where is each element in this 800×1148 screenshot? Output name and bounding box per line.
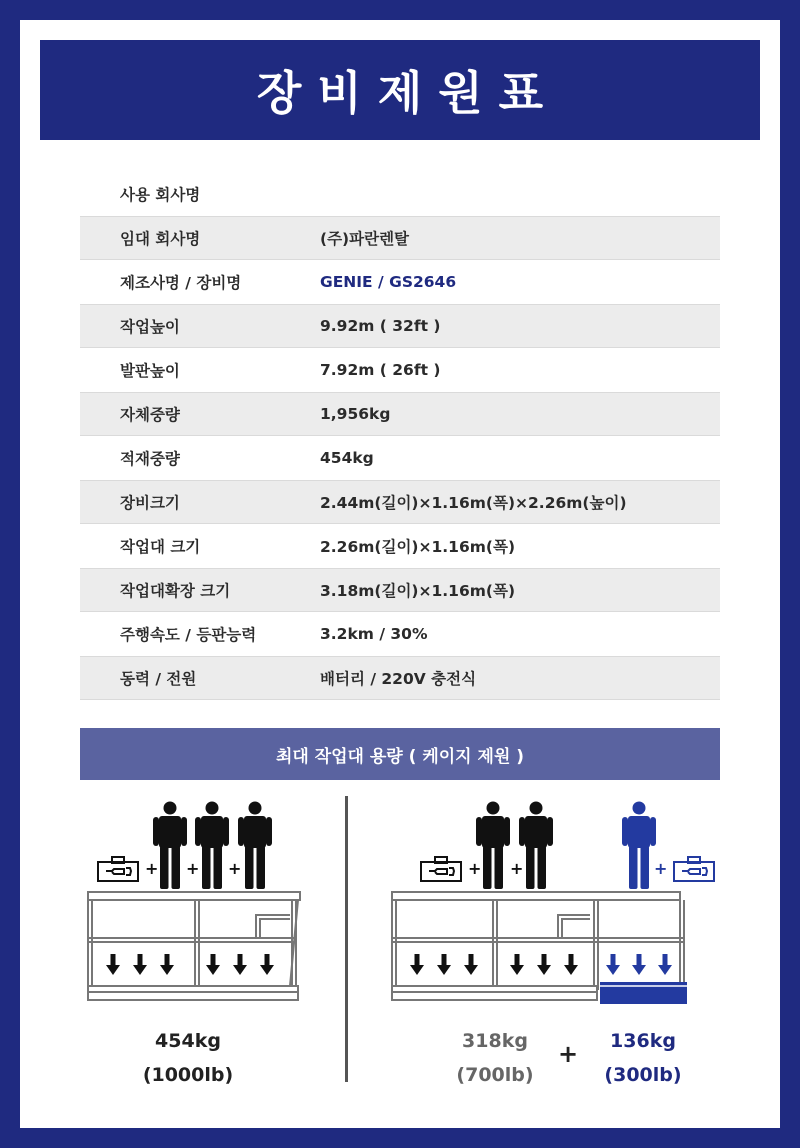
spec-value: 3.18m(길이)×1.16m(폭) xyxy=(320,582,516,600)
down-arrow-icon xyxy=(410,954,424,975)
page-card xyxy=(20,20,780,1128)
spec-label: 적재중량 xyxy=(120,450,180,468)
down-arrow-icon xyxy=(160,954,174,975)
spec-label: 작업대확장 크기 xyxy=(120,582,231,600)
spec-label: 발판높이 xyxy=(120,362,180,380)
left-workers xyxy=(153,802,272,890)
left-capacity-kg: 454kg xyxy=(155,1030,221,1052)
capacity-title: 최대 작업대 용량 ( 케이지 제원 ) xyxy=(275,746,525,767)
extension-capacity-kg: 136kg xyxy=(610,1030,676,1052)
plus-sign: + xyxy=(228,859,242,878)
spec-value: (주)파란렌탈 xyxy=(320,230,410,248)
plus-sign: + xyxy=(186,859,200,878)
down-arrow-icon xyxy=(658,954,672,975)
main-capacity-kg: 318kg xyxy=(462,1030,528,1052)
plus-sign: + xyxy=(145,859,159,878)
toolbox-icon xyxy=(421,857,461,881)
main-capacity-lb: (700lb) xyxy=(456,1064,534,1086)
person-icon xyxy=(195,802,229,890)
spec-label: 장비크기 xyxy=(120,494,180,512)
spec-value: 3.2km / 30% xyxy=(320,625,428,643)
page-title: 장비제원표 xyxy=(256,66,560,120)
toolbox-icon xyxy=(98,857,138,881)
extension-capacity-lb: (300lb) xyxy=(604,1064,682,1086)
plus-sign: + xyxy=(558,1040,579,1068)
left-capacity-lb: (1000lb) xyxy=(142,1064,234,1086)
down-arrow-icon xyxy=(606,954,620,975)
down-arrow-icon xyxy=(260,954,274,975)
toolbox-icon xyxy=(674,857,714,881)
down-arrow-icon xyxy=(510,954,524,975)
plus-sign: + xyxy=(468,859,482,878)
left-capacity xyxy=(128,1024,248,1092)
down-arrow-icon xyxy=(564,954,578,975)
down-arrow-icon xyxy=(632,954,646,975)
person-icon xyxy=(238,802,272,890)
person-icon xyxy=(519,802,553,890)
down-arrow-icon xyxy=(133,954,147,975)
person-icon xyxy=(622,802,656,890)
spec-value: 1,956kg xyxy=(320,405,391,423)
down-arrow-icon xyxy=(464,954,478,975)
spec-label: 사용 회사명 xyxy=(120,186,201,204)
extension-capacity xyxy=(588,1024,698,1092)
down-arrow-icon xyxy=(437,954,451,975)
down-arrow-icon xyxy=(233,954,247,975)
spec-value: 2.26m(길이)×1.16m(폭) xyxy=(320,538,516,556)
capacity-diagram xyxy=(20,20,780,1128)
plus-sign: + xyxy=(510,859,524,878)
spec-label: 자체중량 xyxy=(120,406,180,424)
spec-label: 작업대 크기 xyxy=(120,538,201,556)
spec-value: 2.44m(길이)×1.16m(폭)×2.26m(높이) xyxy=(320,494,627,512)
spec-value: GENIE / GS2646 xyxy=(320,273,457,291)
plus-sign: + xyxy=(654,859,668,878)
spec-label: 제조사명 / 장비명 xyxy=(120,274,242,292)
spec-label: 임대 회사명 xyxy=(120,230,201,248)
spec-value: 454kg xyxy=(320,449,374,467)
spec-value: 배터리 / 220V 충전식 xyxy=(320,670,477,688)
spec-label: 주행속도 / 등판능력 xyxy=(120,626,257,644)
down-arrow-icon xyxy=(206,954,220,975)
main-capacity xyxy=(440,1024,550,1092)
section-divider xyxy=(345,796,348,1082)
spec-value: 9.92m ( 32ft ) xyxy=(320,317,441,335)
spec-label: 동력 / 전원 xyxy=(120,670,197,688)
platform-cage-icon xyxy=(88,892,300,1000)
extension-worker xyxy=(622,802,656,890)
spec-value: 7.92m ( 26ft ) xyxy=(320,361,441,379)
down-arrow-icon xyxy=(106,954,120,975)
spec-label: 작업높이 xyxy=(120,318,180,336)
down-arrow-icon xyxy=(537,954,551,975)
